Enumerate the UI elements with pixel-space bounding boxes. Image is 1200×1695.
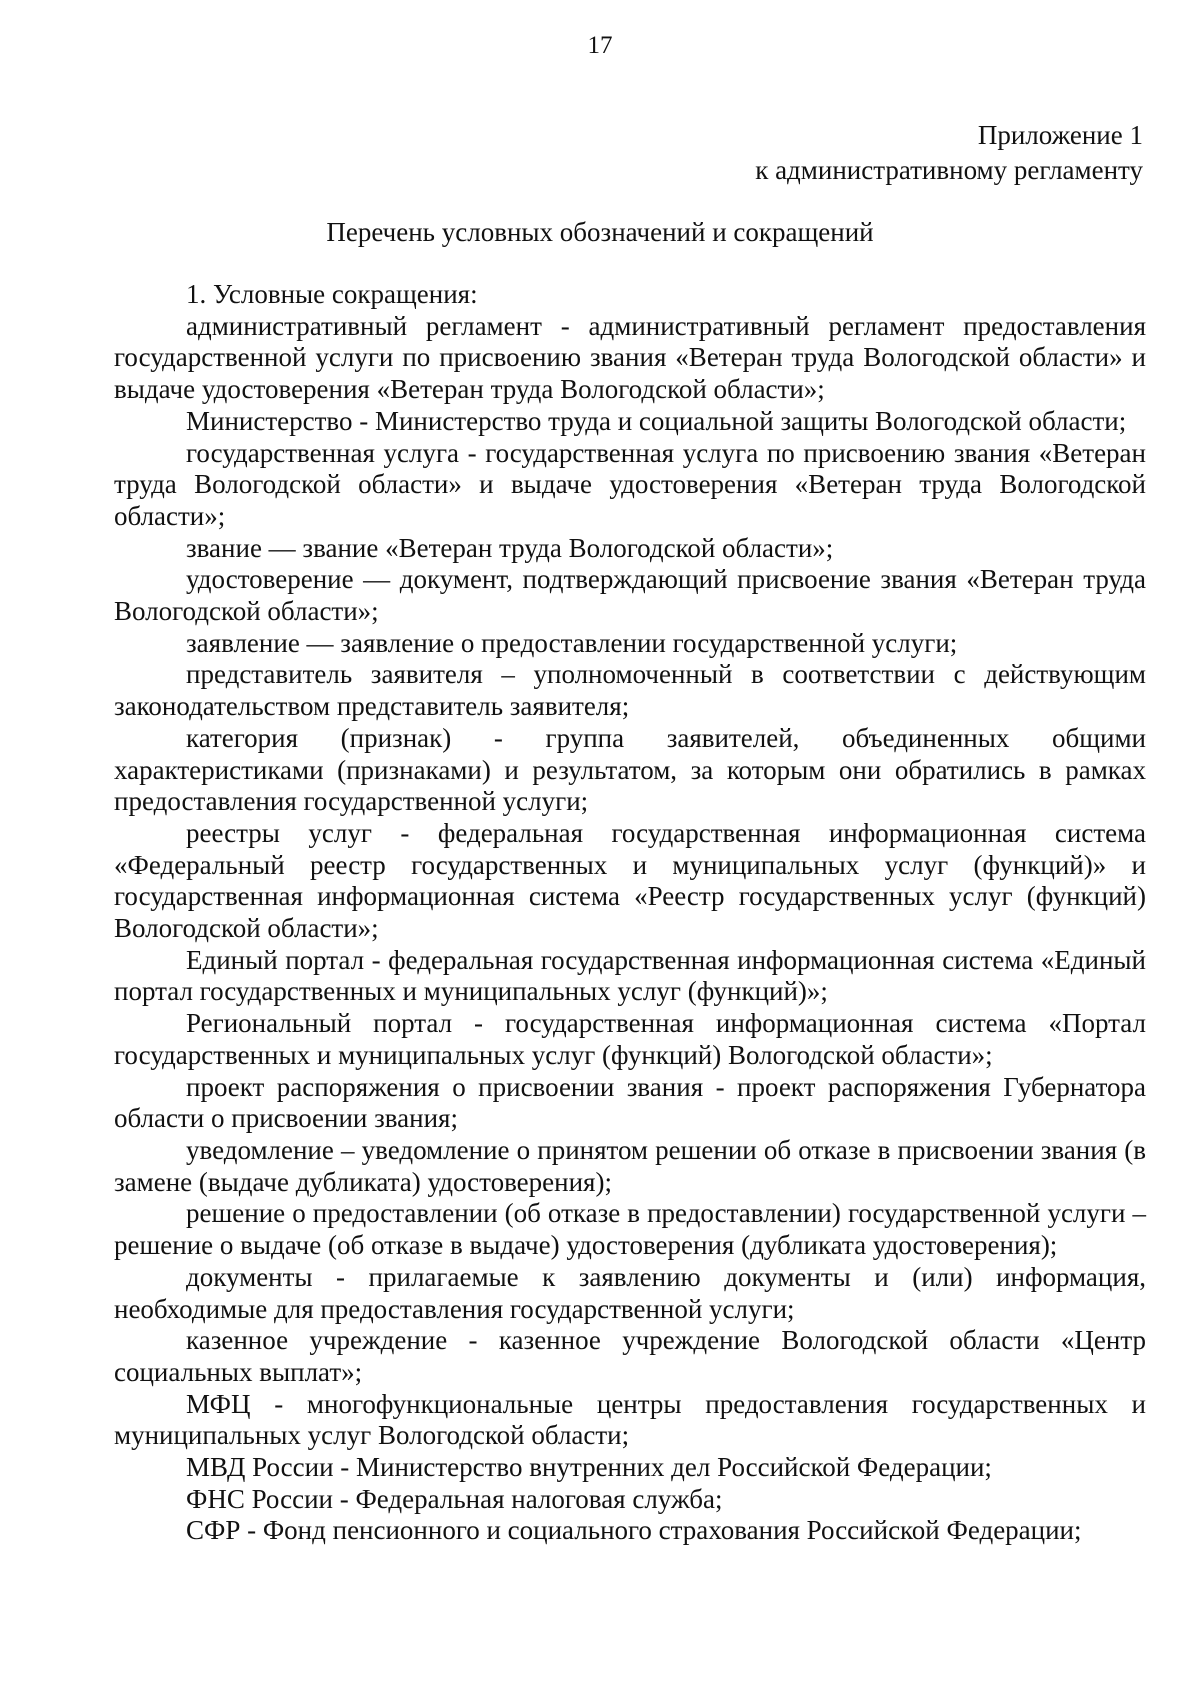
definition-item: СФР - Фонд пенсионного и социального страхования Российской Федерации; (186, 1515, 1082, 1546)
definition-item: уведомление – уведомление о принятом решении об отказе в присвоении звания (в замене (выдаче дубликата) удостоверения); (114, 1134, 1146, 1197)
definition-item: Региональный портал - государственная информационная система «Портал государственных и муниципальных услуг (функций) Вологодской области»; (114, 1008, 1146, 1070)
appendix-line-2: к административному регламенту (755, 155, 1143, 185)
definition-item: проект распоряжения о присвоении звания - проект распоряжения Губернатора области о присвоении звания; (114, 1071, 1146, 1134)
definition-item: заявление — заявление о предоставлении государственной услуги; (186, 627, 958, 658)
definition-item: МФЦ - многофункциональные центры предоставления государственных и муниципальных услуг Вологодской области; (114, 1388, 1146, 1451)
definition-item: реестры услуг - федеральная государственная информационная система «Федеральный реестр государственных и муниципальных услуг (функций)» и государственная информационная система «Реестр государственных услуг (функций) Вологодской области»; (114, 817, 1146, 944)
section-heading: 1. Условные сокращения: (186, 279, 478, 309)
definition-item: МВД России - Министерство внутренних дел Российской Федерации; (186, 1452, 992, 1483)
appendix-line-1: Приложение 1 (977, 120, 1143, 150)
definition-item: казенное учреждение - казенное учреждение Вологодской области «Центр социальных выплат»; (114, 1325, 1146, 1387)
document-title: Перечень условных обозначений и сокращений (326, 217, 874, 247)
appendix-header (755, 118, 1143, 188)
definition-item: категория (признак) - группа заявителей, объединенных общими характеристиками (признаками) и результатом, за которым они обратились в рамках предоставления государственной услуги; (114, 722, 1146, 817)
definition-item: звание — звание «Ветеран труда Вологодской области»; (186, 532, 834, 563)
definition-item: Единый портал - федеральная государственная информационная система «Единый портал государственных и муниципальных услуг (функций)»; (114, 944, 1146, 1007)
definitions-section (114, 279, 1146, 1547)
definition-item: ФНС России - Федеральная налоговая служба; (186, 1483, 723, 1514)
definition-item: документы - прилагаемые к заявлению документы и (или) информация, необходимые для предоставления государственной услуги; (114, 1261, 1146, 1324)
page-number: 17 (587, 32, 613, 59)
definition-item: представитель заявителя – уполномоченный в соответствии с действующим законодательством представитель заявителя; (114, 659, 1146, 722)
definition-item: государственная услуга - государственная услуга по присвоению звания «Ветеран труда Вологодской области» и выдаче удостоверения «Ветеран труда Вологодской области»; (114, 437, 1146, 531)
definition-item: удостоверение — документ, подтверждающий присвоение звания «Ветеран труда Вологодской области»; (114, 564, 1146, 627)
definition-item: Министерство - Министерство труда и социальной защиты Вологодской области; (186, 405, 1127, 436)
definition-item: административный регламент - административный регламент предоставления государственной услуги по присвоению звания «Ветеран труда Вологодской области» и выдаче удостоверения «Ветеран труда Вологодской области»; (114, 310, 1146, 405)
definition-item: решение о предоставлении (об отказе в предоставлении) государственной услуги – решение о выдаче (об отказе в выдаче) удостоверения (дубликата удостоверения); (114, 1198, 1146, 1261)
